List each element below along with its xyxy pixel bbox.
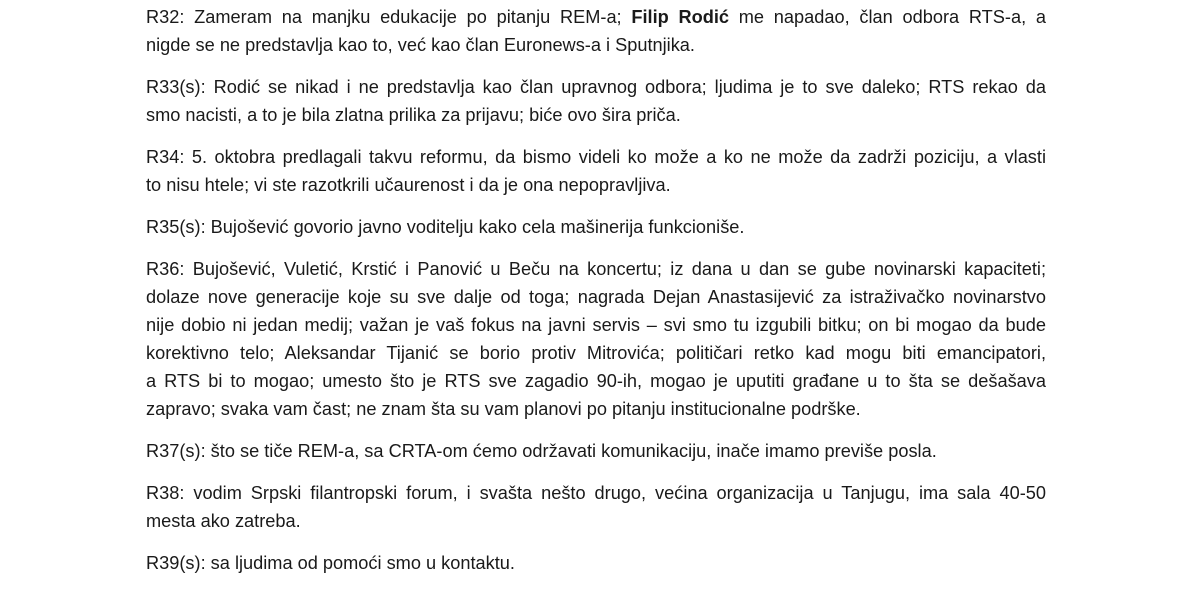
text-segment: mesta ako zatreba. <box>146 511 301 531</box>
paragraph-line <box>146 101 1046 129</box>
text-segment: nije dobio ni jedan medij; važan je vaš fokus na javni servis – svi smo tu izgubili bitku; on bi mogao da bude <box>146 315 1046 335</box>
text-segment: me napadao, član odbora RTS-a, a <box>729 7 1046 27</box>
paragraph-line <box>146 73 1046 101</box>
paragraph-line <box>146 549 1046 577</box>
text-segment: R32: Zameram na manjku edukacije po pitanju REM-a; <box>146 7 632 27</box>
paragraph-line <box>146 479 1046 507</box>
paragraph-line <box>146 213 1046 241</box>
text-segment: dolaze nove generacije koje su sve dalje od toga; nagrada Dejan Anastasijević za istraživačko novinarstvo <box>146 287 1046 307</box>
paragraph-r36 <box>146 255 1046 423</box>
text-segment: R36: Bujošević, Vuletić, Krstić i Panović u Beču na koncertu; iz dana u dan se gube novinarski kapaciteti; <box>146 259 1046 279</box>
paragraph-r39 <box>146 549 1046 577</box>
text-segment: a RTS bi to mogao; umesto što je RTS sve zagadio 90-ih, mogao je uputiti građane u to šta se dešašava <box>146 371 1046 391</box>
text-segment: smo nacisti, a to je bila zlatna prilika za prijavu; biće ovo šira priča. <box>146 105 681 125</box>
paragraph-line <box>146 283 1046 311</box>
text-segment: R33(s): Rodić se nikad i ne predstavlja kao član upravnog odbora; ljudima je to sve daleko; RTS rekao da <box>146 77 1046 97</box>
paragraph-line <box>146 31 1046 59</box>
text-segment: R38: vodim Srpski filantropski forum, i svašta nešto drugo, većina organizacija u Tanjugu, ima sala 40-50 <box>146 483 1046 503</box>
paragraph-line <box>146 339 1046 367</box>
text-segment: R39(s): sa ljudima od pomoći smo u kontaktu. <box>146 553 515 573</box>
paragraph-line <box>146 171 1046 199</box>
paragraph-line <box>146 143 1046 171</box>
text-segment: korektivno telo; Aleksandar Tijanić se borio protiv Mitrovića; političari retko kad mogu biti emancipatori, <box>146 343 1046 363</box>
paragraph-line <box>146 367 1046 395</box>
paragraph-line <box>146 255 1046 283</box>
paragraph-r38 <box>146 479 1046 535</box>
paragraph-line <box>146 3 1046 31</box>
paragraph-line <box>146 507 1046 535</box>
paragraph-r32 <box>146 3 1046 59</box>
text-segment: zapravo; svaka vam čast; ne znam šta su vam planovi po pitanju institucionalne podrške. <box>146 399 861 419</box>
bold-name: Filip Rodić <box>631 7 730 27</box>
paragraph-r35 <box>146 213 1046 241</box>
text-segment: R35(s): Bujošević govorio javno voditelju kako cela mašinerija funkcioniše. <box>146 217 745 237</box>
paragraph-r37 <box>146 437 1046 465</box>
text-segment: R34: 5. oktobra predlagali takvu reformu, da bismo videli ko može a ko ne može da zadrži poziciju, a vlasti <box>146 147 1046 167</box>
paragraph-line <box>146 395 1046 423</box>
paragraph-r34 <box>146 143 1046 199</box>
paragraph-line <box>146 437 1046 465</box>
text-segment: to nisu htele; vi ste razotkrili učaurenost i da je ona nepopravljiva. <box>146 175 671 195</box>
text-segment: nigde se ne predstavlja kao to, već kao član Euronews-a i Sputnjika. <box>146 35 695 55</box>
paragraph-line <box>146 311 1046 339</box>
paragraph-r33 <box>146 73 1046 129</box>
text-segment: R37(s): što se tiče REM-a, sa CRTA-om ćemo održavati komunikaciju, inače imamo previše posla. <box>146 441 937 461</box>
